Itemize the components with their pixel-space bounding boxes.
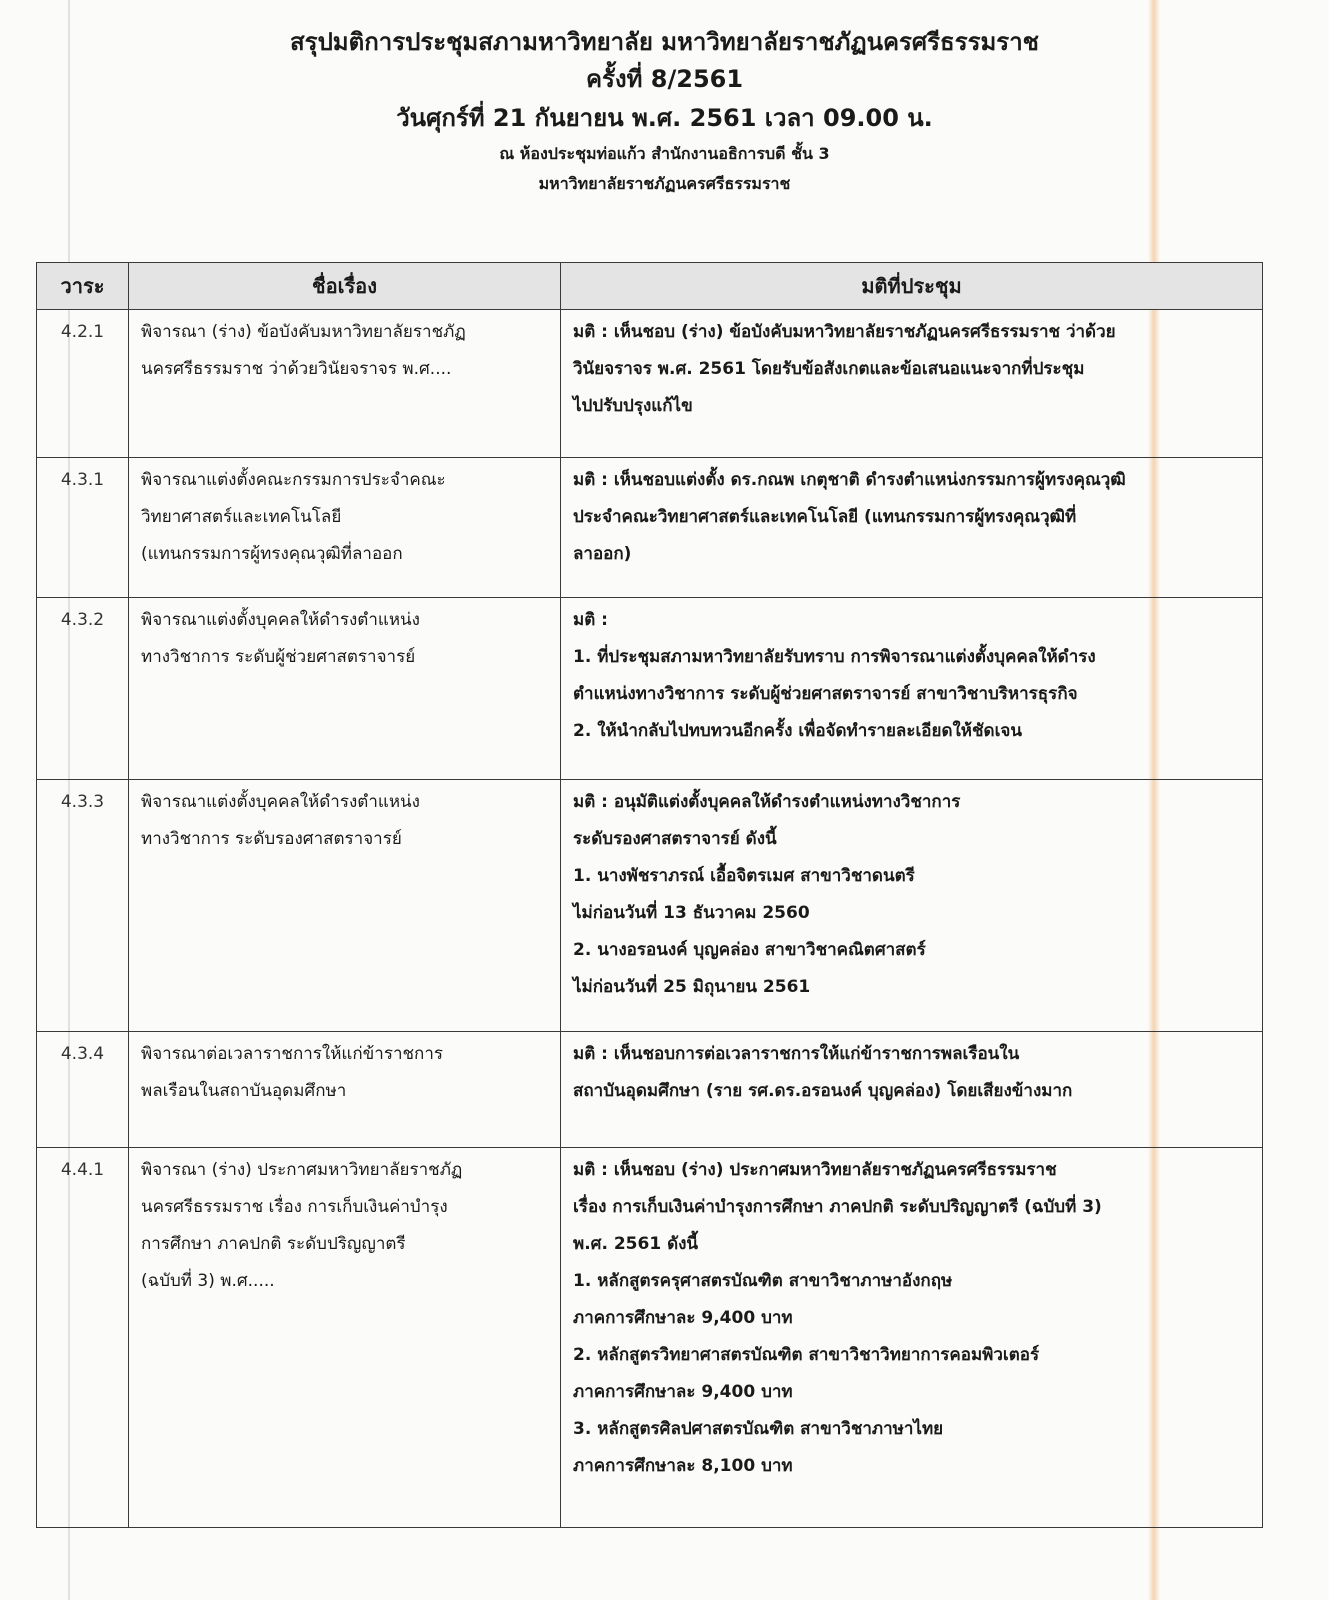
- resolution-line: ไปปรับปรุงแก้ไข: [573, 396, 693, 416]
- resolution-line: ตำแหน่งทางวิชาการ ระดับผู้ช่วยศาสตราจารย์ สาขาวิชาบริหารธุรกิจ: [573, 684, 1078, 704]
- agenda-resolution: [561, 598, 1263, 780]
- subject-line: นครศรีธรรมราช เรื่อง การเก็บเงินค่าบำรุง: [141, 1197, 448, 1217]
- subject-line: ทางวิชาการ ระดับรองศาสตราจารย์: [141, 829, 402, 849]
- agenda-resolution: [561, 310, 1263, 458]
- university-name: มหาวิทยาลัยราชภัฏนครศรีธรรมราช: [538, 173, 791, 193]
- resolution-line: ภาคการศึกษาละ 9,400 บาท: [573, 1308, 793, 1328]
- subject-line: (ฉบับที่ 3) พ.ศ.....: [141, 1271, 275, 1291]
- agenda-subject: [129, 458, 561, 598]
- table-row: [37, 1032, 1263, 1148]
- resolution-line: มติ : อนุมัติแต่งตั้งบุคคลให้ดำรงตำแหน่งทางวิชาการ: [573, 792, 961, 812]
- resolution-line: ไม่ก่อนวันที่ 13 ธันวาคม 2560: [573, 903, 810, 923]
- meeting-session: ครั้งที่ 8/2561: [585, 64, 744, 93]
- subject-line: พิจารณา (ร่าง) ข้อบังคับมหาวิทยาลัยราชภัฏ: [141, 322, 466, 342]
- agenda-resolution: [561, 1148, 1263, 1528]
- header-subject: ชื่อเรื่อง: [129, 263, 561, 310]
- agenda-resolution: [561, 780, 1263, 1032]
- subject-line: พลเรือนในสถาบันอุดมศึกษา: [141, 1081, 347, 1101]
- resolution-line: วินัยจราจร พ.ศ. 2561 โดยรับข้อสังเกตและข้อเสนอแนะจากที่ประชุม: [573, 359, 1085, 379]
- resolution-line: 1. ที่ประชุมสภามหาวิทยาลัยรับทราบ การพิจารณาแต่งตั้งบุคคลให้ดำรง: [573, 647, 1096, 667]
- table-header-row: [37, 263, 1263, 310]
- agenda-subject: [129, 1148, 561, 1528]
- resolution-line: ประจำคณะวิทยาศาสตร์และเทคโนโลยี (แทนกรรมการผู้ทรงคุณวุฒิที่: [573, 507, 1077, 527]
- subject-line: ทางวิชาการ ระดับผู้ช่วยศาสตราจารย์: [141, 647, 416, 667]
- agenda-number: 4.4.1: [37, 1148, 129, 1528]
- resolution-line: ภาคการศึกษาละ 9,400 บาท: [573, 1382, 793, 1402]
- resolution-line: มติ : เห็นชอบการต่อเวลาราชการให้แก่ข้าราชการพลเรือนใน: [573, 1044, 1020, 1064]
- agenda-subject: [129, 598, 561, 780]
- subject-line: พิจารณาแต่งตั้งบุคคลให้ดำรงตำแหน่ง: [141, 792, 420, 812]
- table-row: [37, 458, 1263, 598]
- header-agenda: วาระ: [37, 263, 129, 310]
- agenda-number: 4.3.3: [37, 780, 129, 1032]
- subject-line: (แทนกรรมการผู้ทรงคุณวุฒิที่ลาออก: [141, 544, 403, 564]
- agenda-resolution: [561, 1032, 1263, 1148]
- subject-line: พิจารณา (ร่าง) ประกาศมหาวิทยาลัยราชภัฏ: [141, 1160, 463, 1180]
- table-row: [37, 1148, 1263, 1528]
- subject-line: วิทยาศาสตร์และเทคโนโลยี: [141, 507, 342, 527]
- resolution-line: มติ :: [573, 610, 608, 630]
- agenda-number: 4.3.1: [37, 458, 129, 598]
- subject-line: พิจารณาต่อเวลาราชการให้แก่ข้าราชการ: [141, 1044, 444, 1064]
- subject-line: นครศรีธรรมราช ว่าด้วยวินัยจราจร พ.ศ....: [141, 359, 452, 379]
- header-resolution: มติที่ประชุม: [561, 263, 1263, 310]
- resolution-line: 1. นางพัชราภรณ์ เอื้อจิตรเมศ สาขาวิชาดนตรี: [573, 866, 915, 886]
- agenda-subject: [129, 1032, 561, 1148]
- resolution-line: ระดับรองศาสตราจารย์ ดังนี้: [573, 829, 777, 849]
- resolution-line: 1. หลักสูตรครุศาสตรบัณฑิต สาขาวิชาภาษาอังกฤษ: [573, 1271, 953, 1291]
- resolution-line: มติ : เห็นชอบ (ร่าง) ประกาศมหาวิทยาลัยราชภัฏนครศรีธรรมราช: [573, 1160, 1057, 1180]
- resolution-line: 2. ให้นำกลับไปทบทวนอีกครั้ง เพื่อจัดทำรายละเอียดให้ชัดเจน: [573, 721, 1022, 741]
- resolution-line: ไม่ก่อนวันที่ 25 มิถุนายน 2561: [573, 977, 811, 997]
- resolution-line: ลาออก): [573, 544, 632, 564]
- resolution-line: มติ : เห็นชอบ (ร่าง) ข้อบังคับมหาวิทยาลัยราชภัฏนครศรีธรรมราช ว่าด้วย: [573, 322, 1116, 342]
- agenda-number: 4.3.2: [37, 598, 129, 780]
- resolution-line: เรื่อง การเก็บเงินค่าบำรุงการศึกษา ภาคปกติ ระดับปริญญาตรี (ฉบับที่ 3): [573, 1197, 1102, 1217]
- meeting-location: ณ ห้องประชุมท่อแก้ว สำนักงานอธิการบดี ชั้น 3: [499, 144, 830, 164]
- document-header: [0, 28, 1329, 193]
- subject-line: พิจารณาแต่งตั้งบุคคลให้ดำรงตำแหน่ง: [141, 610, 420, 630]
- agenda-resolution: [561, 458, 1263, 598]
- agenda-subject: [129, 780, 561, 1032]
- resolution-line: 2. หลักสูตรวิทยาศาสตรบัณฑิต สาขาวิชาวิทยาการคอมพิวเตอร์: [573, 1345, 1040, 1365]
- agenda-number: 4.3.4: [37, 1032, 129, 1148]
- table-row: [37, 310, 1263, 458]
- resolution-line: พ.ศ. 2561 ดังนี้: [573, 1234, 699, 1254]
- resolutions-table: [36, 262, 1263, 1528]
- table-row: [37, 598, 1263, 780]
- meeting-datetime: วันศุกร์ที่ 21 กันยายน พ.ศ. 2561 เวลา 09.00 น.: [396, 103, 933, 132]
- subject-line: พิจารณาแต่งตั้งคณะกรรมการประจำคณะ: [141, 470, 446, 490]
- table-row: [37, 780, 1263, 1032]
- resolution-line: 3. หลักสูตรศิลปศาสตรบัณฑิต สาขาวิชาภาษาไทย: [573, 1419, 944, 1439]
- resolution-line: มติ : เห็นชอบแต่งตั้ง ดร.กณพ เกตุชาติ ดำรงตำแหน่งกรรมการผู้ทรงคุณวุฒิ: [573, 470, 1126, 490]
- resolution-line: สถาบันอุดมศึกษา (ราย รศ.ดร.อรอนงค์ บุญคล่อง) โดยเสียงข้างมาก: [573, 1081, 1073, 1101]
- agenda-number: 4.2.1: [37, 310, 129, 458]
- resolution-line: ภาคการศึกษาละ 8,100 บาท: [573, 1456, 793, 1476]
- resolution-line: 2. นางอรอนงค์ บุญคล่อง สาขาวิชาคณิตศาสตร์: [573, 940, 926, 960]
- document-title: สรุปมติการประชุมสภามหาวิทยาลัย มหาวิทยาลัยราชภัฏนครศรีธรรมราช: [290, 28, 1039, 56]
- agenda-subject: [129, 310, 561, 458]
- subject-line: การศึกษา ภาคปกติ ระดับปริญญาตรี: [141, 1234, 406, 1254]
